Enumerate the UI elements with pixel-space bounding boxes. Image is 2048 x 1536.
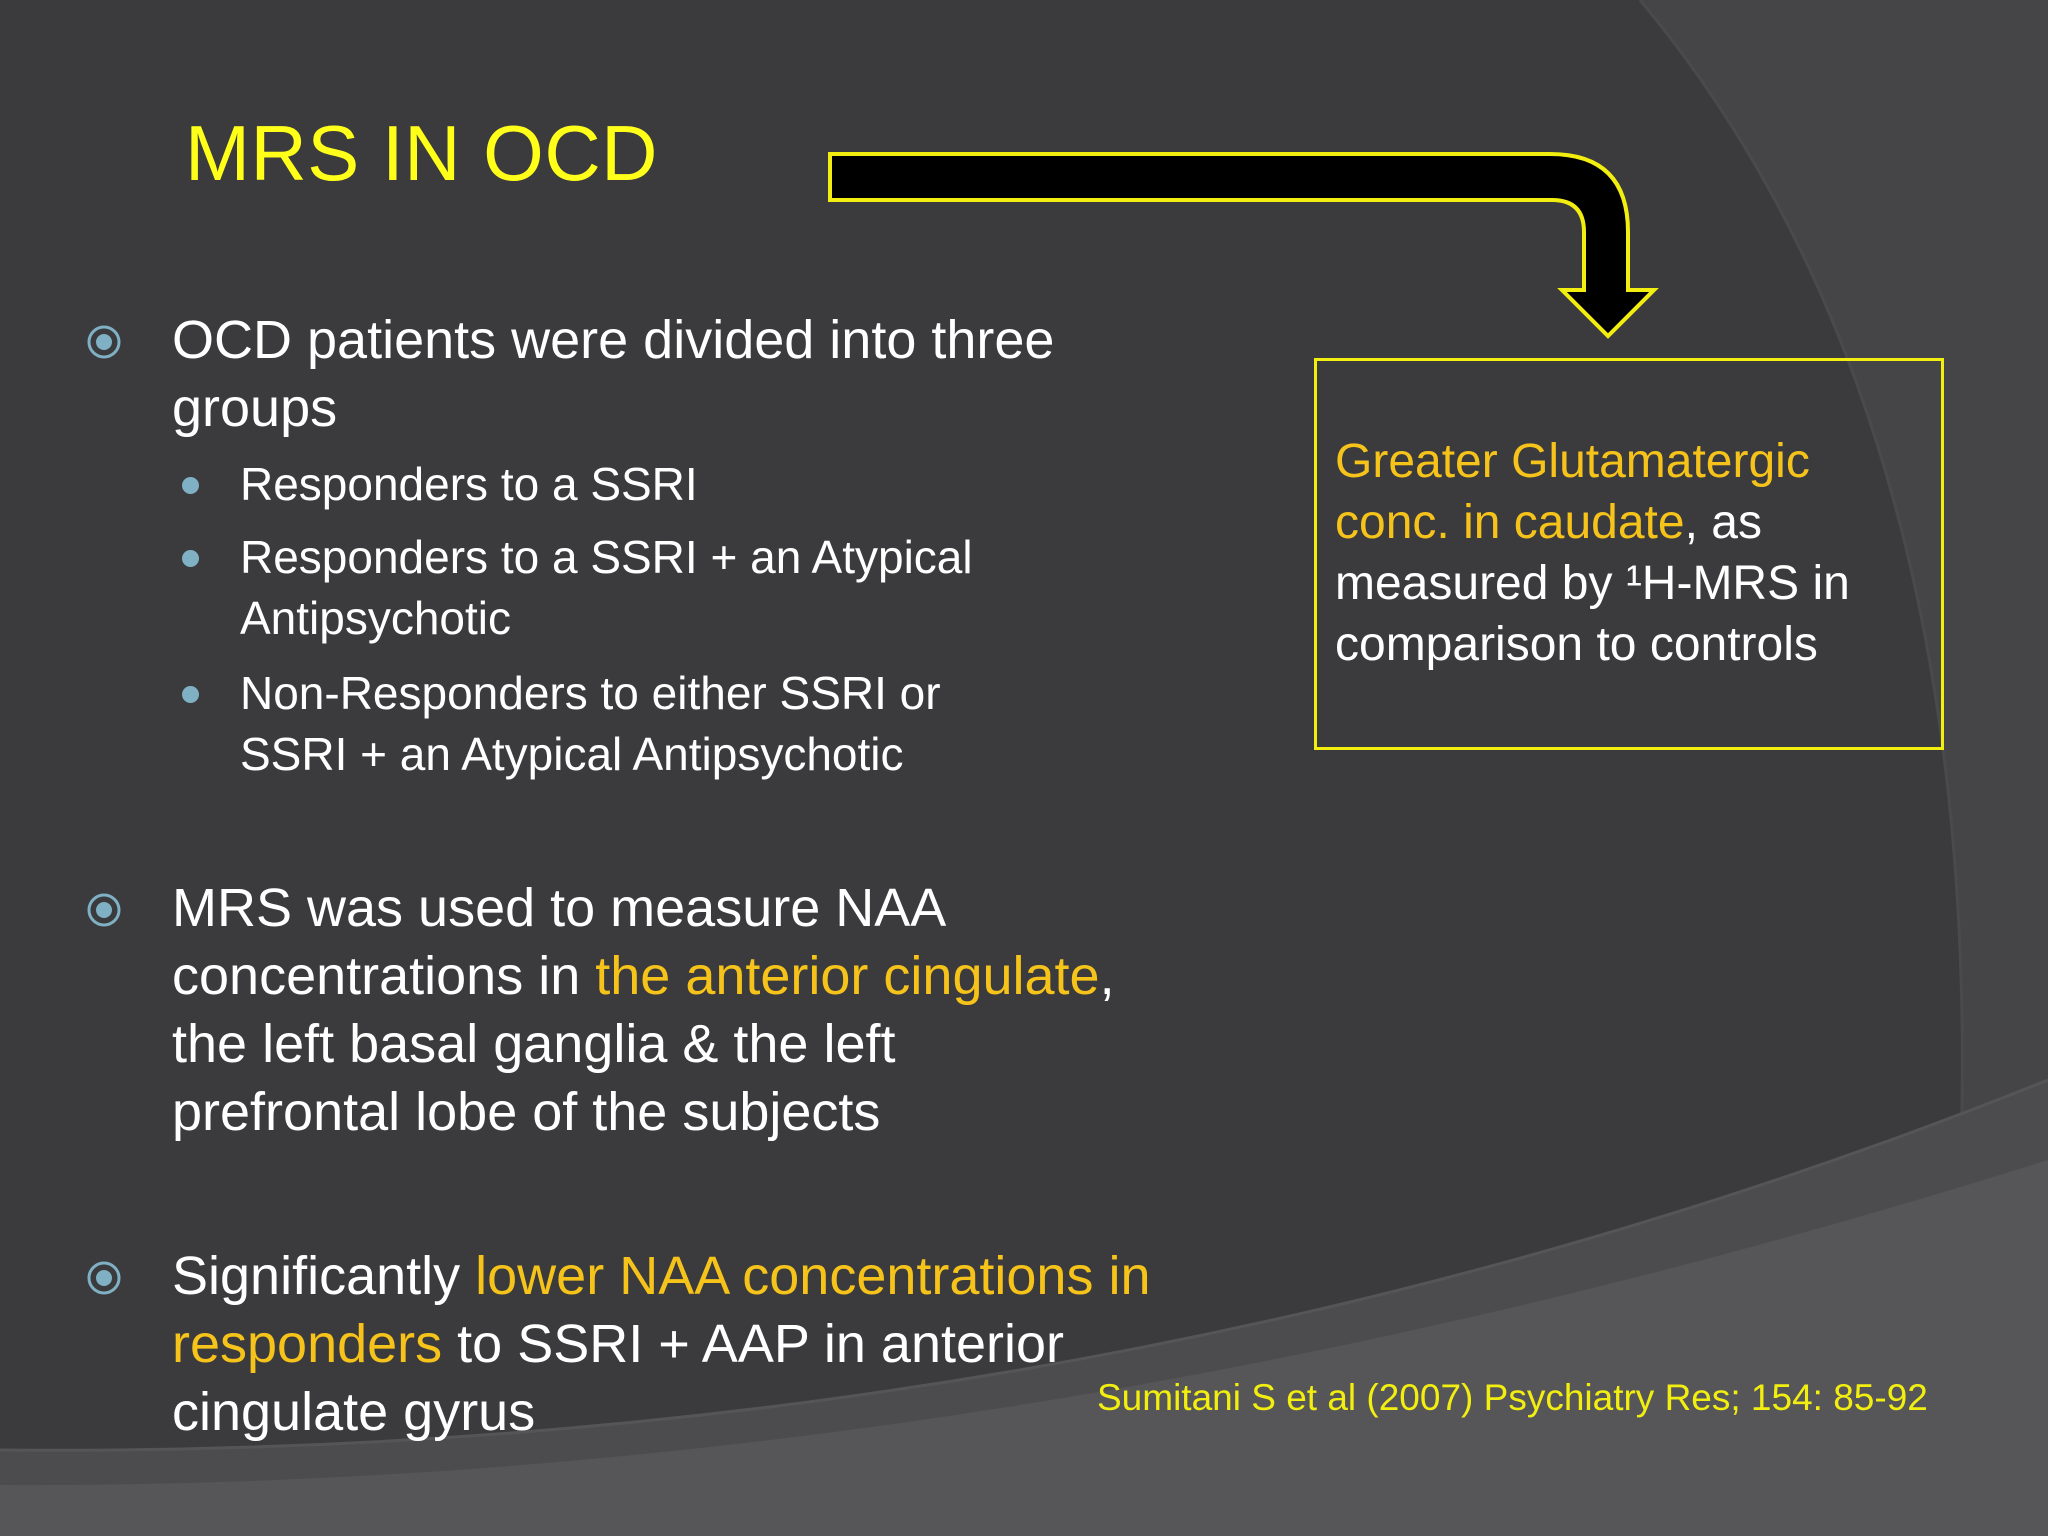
bullet-2-text — [172, 874, 1132, 1146]
sub-bullet-2: Responders to a SSRI + an Atypical Antipsychotic — [240, 531, 973, 644]
bullet-2-part-1: MRS was used to measure NAA concentrations in — [172, 878, 944, 1006]
bullet-3-part-3: to SSRI + AAP in anterior cingulate gyrus — [172, 1314, 1065, 1442]
sub-bullet-3: Non-Responders to either SSRI or SSRI + an Atypical Antipsychotic — [240, 667, 941, 780]
dot-icon — [182, 686, 199, 703]
circled-dot-icon — [84, 322, 124, 362]
citation: Sumitani S et al (2007) Psychiatry Res; 154: 85-92 — [1097, 1377, 1928, 1418]
circled-dot-icon — [84, 1258, 124, 1298]
dot-icon — [182, 550, 199, 567]
bullet-2-part-3: , the left basal ganglia & the left prefrontal lobe of the subjects — [172, 946, 1115, 1142]
bullet-1-text: OCD patients were divided into three groups — [172, 310, 1055, 438]
bullet-3-highlight: lower NAA concentrations in responders — [172, 1246, 1151, 1374]
callout-rest: , as measured by ¹H-MRS in comparison to controls — [1335, 496, 1850, 671]
circled-dot-icon — [84, 890, 124, 930]
bullet-3-part-1: Significantly — [172, 1246, 476, 1306]
bullet-3-text — [172, 1242, 1172, 1446]
callout-highlight: Greater Glutamatergic conc. in caudate — [1335, 435, 1810, 549]
sub-bullet-1: Responders to a SSRI — [240, 458, 698, 510]
slide-title: MRS IN OCD — [185, 109, 658, 197]
bullet-2-highlight: the anterior cingulate — [595, 946, 1100, 1006]
callout-text — [1335, 431, 1935, 675]
dot-icon — [182, 477, 199, 494]
